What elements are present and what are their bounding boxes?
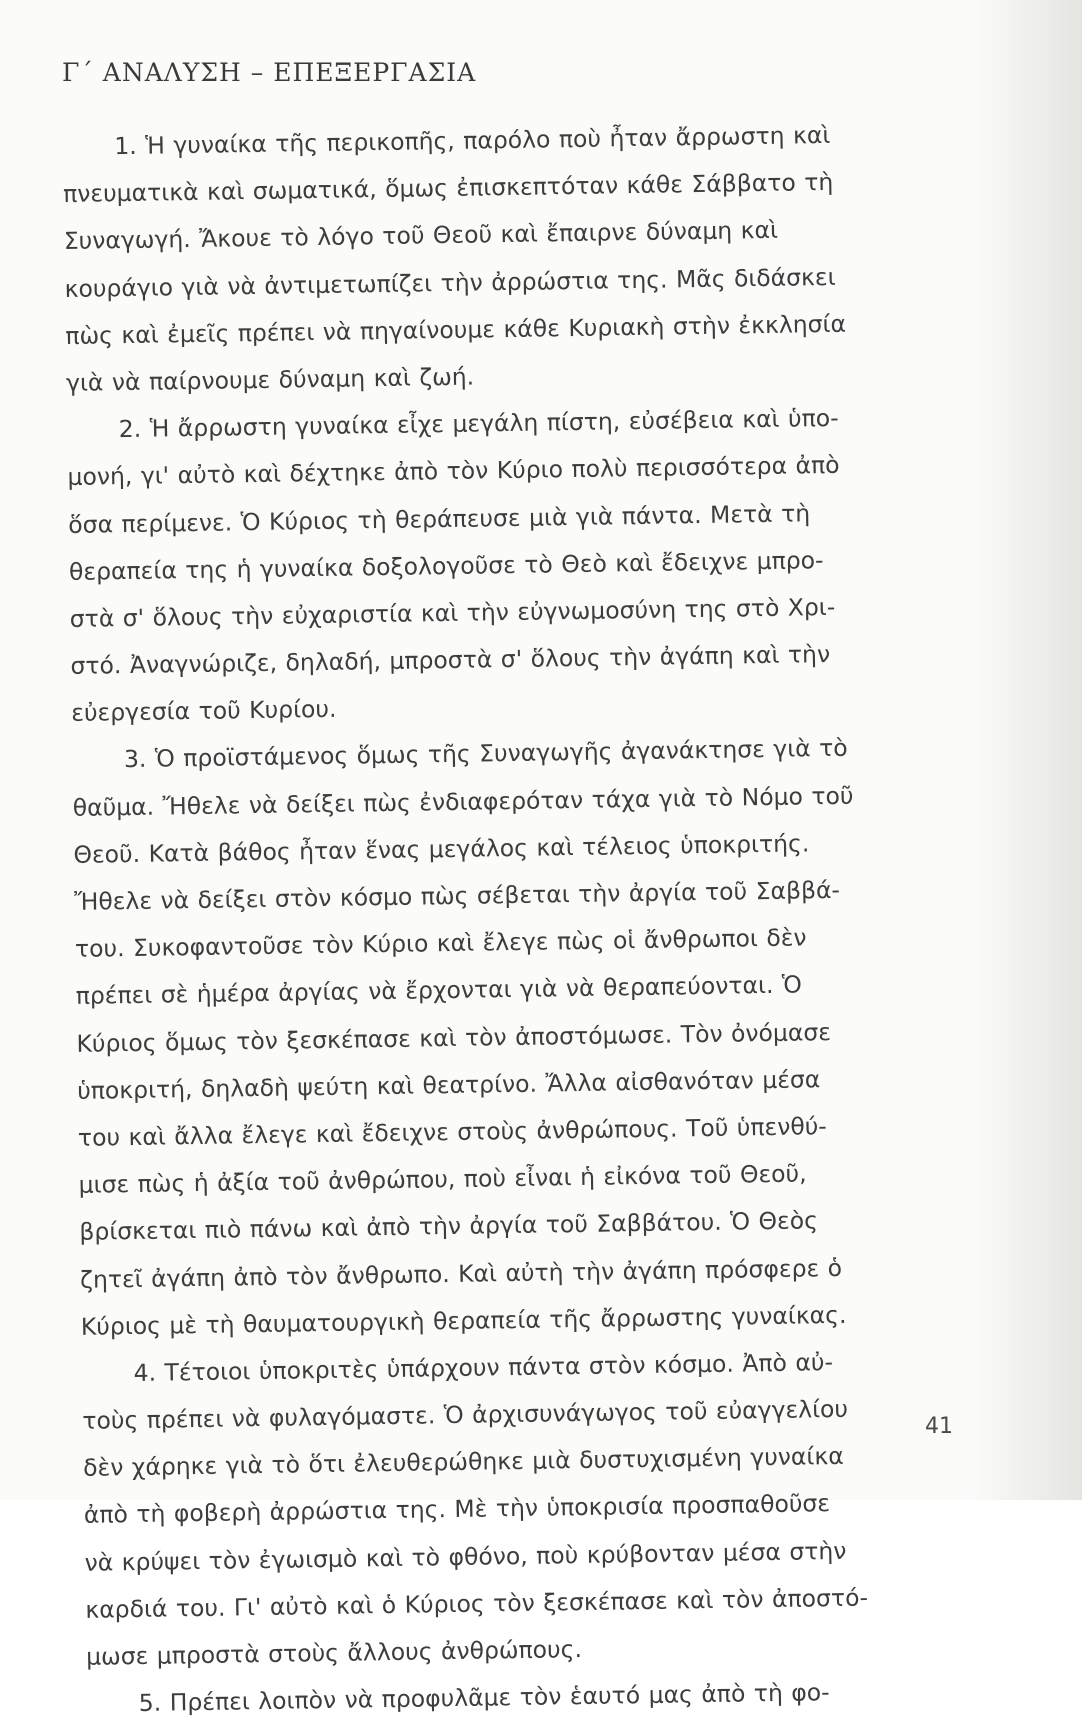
text-line: κουράγιο γιὰ νὰ ἀντιμετωπίζει τὴν ἀρρώστια της. Μᾶς διδάσκει <box>64 262 836 303</box>
text-line: μισε πὼς ἡ ἀξία τοῦ ἀνθρώπου, ποὺ εἶναι ἡ εἰκόνα τοῦ Θεοῦ, <box>78 1159 807 1199</box>
text-line: βρίσκεται πιὸ πάνω καὶ ἀπὸ τὴν ἀργία τοῦ Σαββάτου. Ὁ Θεὸς <box>79 1206 819 1247</box>
text-line: νὰ κρύψει τὸν ἐγωισμὸ καὶ τὸ φθόνο, ποὺ κρύβονταν μέσα στὴν <box>84 1536 847 1577</box>
text-line: Κύριος ὅμως τὸν ξεσκέπασε καὶ τὸν ἀποστόμωσε. Τὸν ὀνόμασε <box>76 1017 832 1058</box>
text-line: στὰ σ' ὅλους τὴν εὐχαριστία καὶ τὴν εὐγνωμοσύνη της στὸ Χρι- <box>69 592 836 633</box>
text-line: δὲν χάρηκε γιὰ τὸ ὅτι ἐλευθερώθηκε μιὰ δυστυχισμένη γυναίκα <box>82 1442 844 1483</box>
text-line: μονή, γι' αὐτὸ καὶ δέχτηκε ἀπὸ τὸν Κύριο πολὺ περισσότερα ἀπὸ <box>67 451 840 492</box>
text-line: ζητεῖ ἀγάπη ἀπὸ τὸν ἄνθρωπο. Καὶ αὐτὴ τὴν ἀγάπη πρόσφερε ὁ <box>79 1253 843 1294</box>
text-line: ὑποκριτή, δηλαδὴ ψεύτη καὶ θεατρίνο. Ἄλλα αἰσθανόταν μέσα <box>76 1064 821 1105</box>
page-edge-shadow <box>972 0 1082 1500</box>
text-line: 4. Τέτοιοι ὑποκριτὲς ὑπάρχουν πάντα στὸν κόσμο. Ἀπὸ αὐ- <box>133 1347 834 1387</box>
text-line: τοὺς πρέπει νὰ φυλαγόμαστε. Ὁ ἀρχισυνάγωγος τοῦ εὐαγγελίου <box>82 1394 849 1435</box>
text-line: θαῦμα. Ἤθελε νὰ δείξει πὼς ἐνδιαφερόταν τάχα γιὰ τὸ Νόμο τοῦ <box>72 781 854 822</box>
text-line: 3. Ὁ προϊστάμενος ὅμως τῆς Συναγωγῆς ἀγανάκτησε γιὰ τὸ <box>123 734 848 774</box>
text-line: γιὰ νὰ παίρνουμε δύναμη καὶ ζωή. <box>65 362 475 397</box>
section-heading: Γ΄ ΑΝΑΛΥΣΗ – ΕΠΕΞΕΡΓΑΣΙΑ <box>62 58 477 87</box>
text-line: πρέπει σὲ ἡμέρα ἀργίας νὰ ἔρχονται γιὰ νὰ θεραπεύονται. Ὁ <box>75 970 803 1011</box>
text-line: του. Συκοφαντοῦσε τὸν Κύριο καὶ ἔλεγε πὼς οἱ ἄνθρωποι δὲν <box>74 923 807 964</box>
text-line: Ἤθελε νὰ δείξει στὸν κόσμο πὼς σέβεται τὴν ἀργία τοῦ Σαββά- <box>74 875 841 916</box>
text-line: του καὶ ἄλλα ἔλεγε καὶ ἔδειχνε στοὺς ἀνθρώπους. Τοῦ ὑπενθύ- <box>77 1112 828 1152</box>
text-line: 5. Πρέπει λοιπὸν νὰ προφυλᾶμε τὸν ἑαυτό μας ἀπὸ τὴ φο- <box>138 1678 830 1718</box>
body-text <box>62 110 977 1728</box>
text-line: ὅσα περίμενε. Ὁ Κύριος τὴ θεράπευσε μιὰ γιὰ πάντα. Μετὰ τὴ <box>68 498 811 539</box>
text-line: Συναγωγή. Ἄκουε τὸ λόγο τοῦ Θεοῦ καὶ ἔπαιρνε δύναμη καὶ <box>63 216 779 256</box>
text-line: πὼς καὶ ἐμεῖς πρέπει νὰ πηγαίνουμε κάθε Κυριακὴ στὴν ἐκκλησία <box>65 309 847 350</box>
page-number: 41 <box>925 1414 953 1439</box>
text-line: εὐεργεσία τοῦ Κυρίου. <box>71 695 337 728</box>
text-line: Κύριος μὲ τὴ θαυματουργικὴ θεραπεία τῆς ἄρρωστης γυναίκας. <box>80 1300 847 1341</box>
text-line: 2. Ἡ ἄρρωστη γυναίκα εἶχε μεγάλη πίστη, εὐσέβεια καὶ ὑπο- <box>118 403 839 444</box>
text-line: ἀπὸ τὴ φοβερὴ ἀρρώστια της. Μὲ τὴν ὑποκρισία προσπαθοῦσε <box>83 1489 831 1530</box>
text-line: πνευματικὰ καὶ σωματικά, ὅμως ἐπισκεπτόταν κάθε Σάββατο τὴ <box>62 168 834 209</box>
text-line: μωσε μπροστὰ στοὺς ἄλλους ἀνθρώπους. <box>85 1635 583 1671</box>
text-line: στό. Ἀναγνώριζε, δηλαδή, μπροστὰ σ' ὅλους τὴν ἀγάπη καὶ τὴν <box>70 640 831 680</box>
text-line: θεραπεία της ἡ γυναίκα δοξολογοῦσε τὸ Θεὸ καὶ ἔδειχνε μπρο- <box>68 545 824 586</box>
text-line: καρδιά του. Γι' αὐτὸ καὶ ὁ Κύριος τὸν ξεσκέπασε καὶ τὸν ἀποστό- <box>85 1583 869 1624</box>
text-line: 1. Ἡ γυναίκα τῆς περικοπῆς, παρόλο ποὺ ἦταν ἄρρωστη καὶ <box>114 120 831 161</box>
text-line: Θεοῦ. Κατὰ βάθος ἦταν ἕνας μεγάλος καὶ τέλειος ὑποκριτής. <box>73 829 810 869</box>
